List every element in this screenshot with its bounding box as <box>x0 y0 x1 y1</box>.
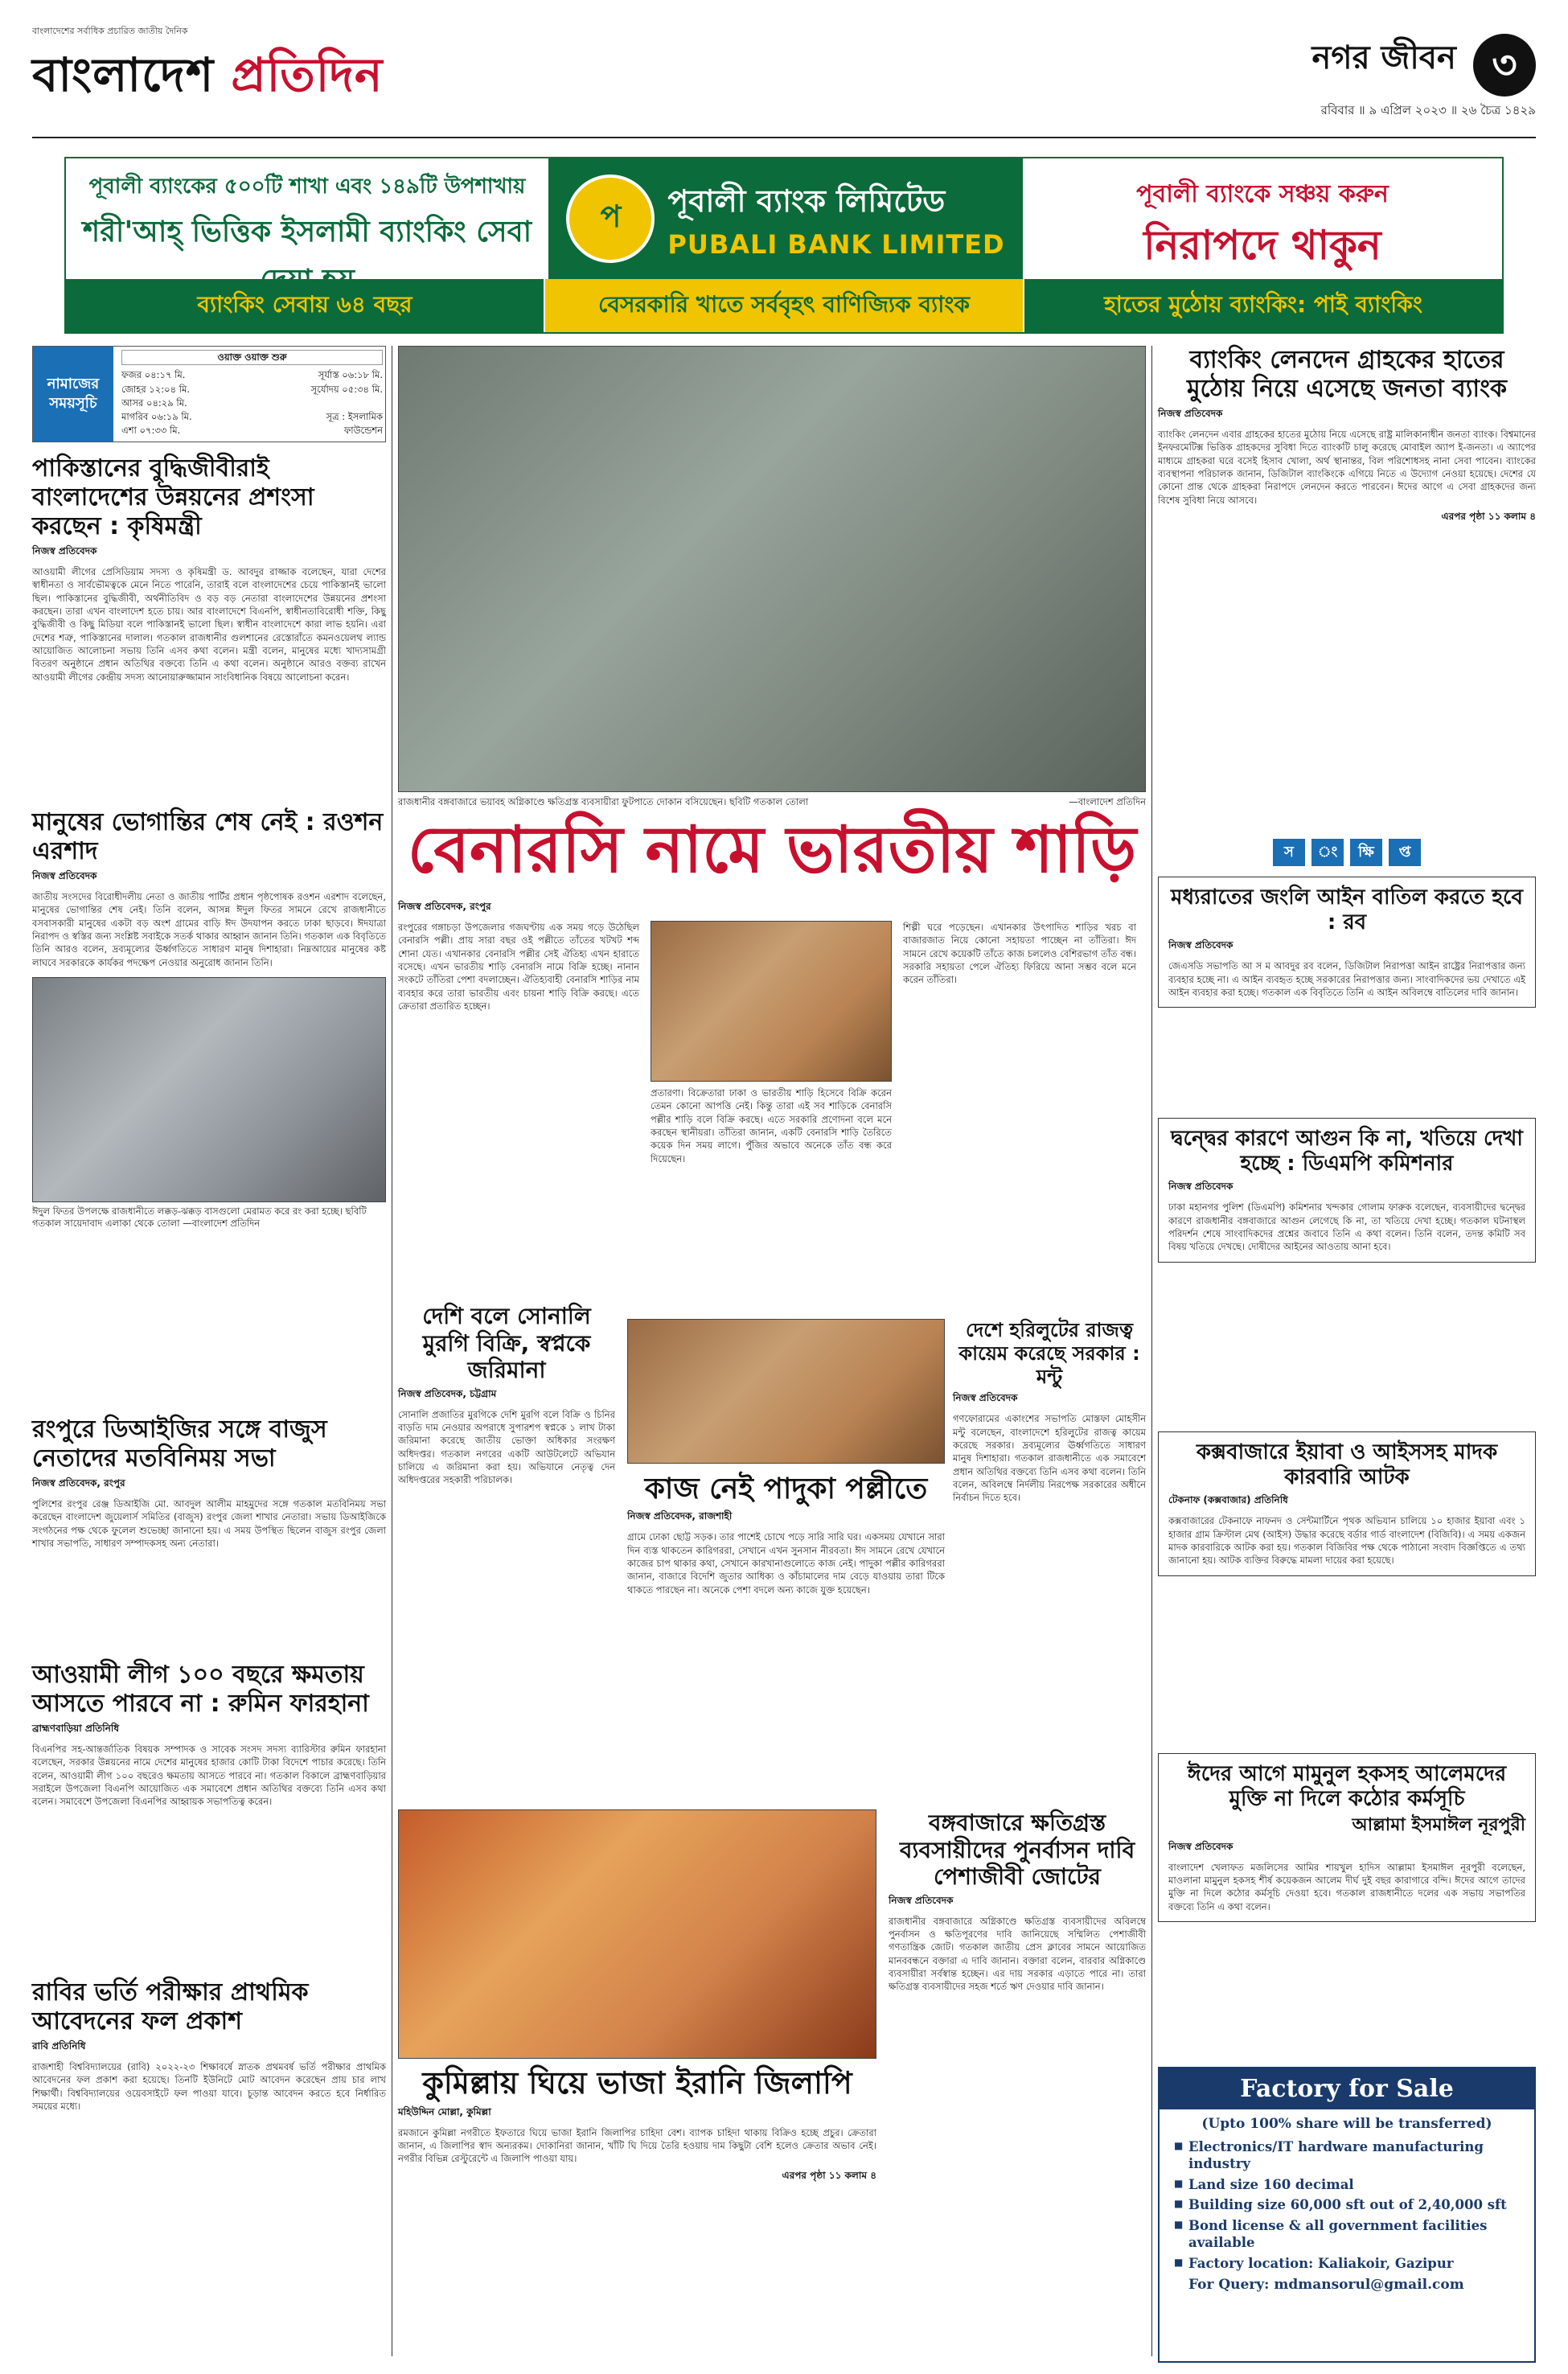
masthead <box>32 16 1536 145</box>
article-center-4[interactable] <box>627 1319 945 1596</box>
contact-email[interactable]: For Query: mdmansorul@gmail.com <box>1188 2277 1464 2294</box>
bank-logo-icon: প <box>566 175 655 263</box>
article-body: রাজধানীর বঙ্গবাজারে অগ্নিকাণ্ডে ক্ষতিগ্রস্ত ব্যবসায়ীদের অবিলম্বে পুনর্বাসন ও ক্ষতিপূরণের দাবি জানিয়েছে সম্মিলিত পেশাজীবী গণতান্ত্রিক জোট। গতকাল জাতীয় প্রেস ক্লাবের সামনে আয়োজিত মানববন্ধনে বক্তারা এ দাবি জানান। বক্তারা বলেন, বারবার অগ্নিকাণ্ডে ব্যবসায়ীরা সর্বস্বান্ত হচ্ছেন। এর দায় সরকার এড়াতে পারে না। তারা ক্ষতিগ্রস্ত ব্যবসায়ীদের সহজ শর্তে ঋণ দেওয়ার দাবি জানান। <box>889 1915 1146 1993</box>
headline: রংপুরে ডিআইজির সঙ্গে বাজুস নেতাদের মতবিনিময় সভা <box>32 1415 327 1472</box>
ad-subtitle: (Upto 100% share will be transferred) <box>1201 2116 1492 2132</box>
article-body: ব্যাংকিং লেনদেন এবার গ্রাহকের হাতের মুঠোয় নিয়ে এসেছে রাষ্ট্র মালিকানাধীন জনতা ব্যাংক। বিশ্বমানের ইনফরমেটিক্স ভিত্তিক গ্রাহকদের সুবিধা দিতে ব্যাংকটি চালু করেছে মোবাইল অ্যাপ ই-জনতা। এ অ্যাপের মাধ্যমে গ্রাহকরা ঘরে বসেই হিসাব খোলা, অর্থ স্থানান্তর, বিল পরিশোধসহ নানা সেবা পাবেন। ব্যাংকের ব্যবস্থাপনা পরিচালক জানান, ডিজিটাল ব্যাংকিংকে এগিয়ে নিতে এ উদ্যোগ নেওয়া হয়েছে। দেশের যে কোনো প্রান্ত থেকে গ্রাহকরা নিরাপদে লেনদেন করতে পারবেন। ঈদের আগে এ সেবা গ্রাহকদের জন্য বিশেষ সুবিধা নিয়ে আসবে। <box>1158 429 1536 506</box>
article-center-2[interactable] <box>398 1303 615 1487</box>
article-body: আওয়ামী লীগের প্রেসিডিয়াম সদস্য ও কৃষিমন্ত্রী ড. আবদুর রাজ্জাক বলেছেন, যারা দেশের স্বাধীনতা ও সার্বভৌমত্বকে মেনে নিতে পারেনি, তারাই বলে বাংলাদেশের চেয়ে পাকিস্তানই ভালো ছিল। পাকিস্তানের বুদ্ধিজীবী, অর্থনীতিবিদ ও বড় বড় নেতারা বাংলাদেশের উন্নয়নের প্রশংসা করছেন। তারা এখন বাংলাদেশ হতে চায়। আর বাংলাদেশে বিএনপি, স্বাধীনতাবিরোধী শক্তি, কিছু বুদ্ধিজীবী ও কিছু মিডিয়া বলে পাকিস্তানই ভালো ছিল। স্বাধীন বাংলাদেশে কারা লাভ হয়নি। এরা দেশের শত্রু, পাকিস্তানের দালাল। গতকাল রাজধানীর গুলশানের রেস্তোরাঁতে কমনওয়েলথ ল্যান্ড আয়োজিত আলোচনা সভায় তিনি এসব কথা বলেন। মন্ত্রী বলেন, মানুষের মধ্যে খাদ্যসামগ্রী বিতরণ অনুষ্ঠানে প্রধান অতিথির বক্তব্যে তিনি এ কথা বলেন। অনুষ্ঠানে আরও বক্তব্য রাখেন আওয়ামী লীগের কেন্দ্রীয় সদস্য আনোয়ারুজ্জামান সাংবিধানিক বিষয়ে আলোচনা করেন। <box>32 566 386 683</box>
tagline: বাংলাদেশের সর্বাধিক প্রচারিত জাতীয় দৈনিক <box>32 26 188 36</box>
byline: নিজস্ব প্রতিবেদক <box>1168 1840 1233 1852</box>
byline: নিজস্ব প্রতিবেদক, রাজশাহী <box>627 1510 733 1522</box>
article-left-3[interactable] <box>32 1415 386 1550</box>
headline: আওয়ামী লীগ ১০০ বছরে ক্ষমতায় আসতে পারবে না : রুমিন ফারহানা <box>32 1661 369 1718</box>
factory-for-sale-ad[interactable] <box>1158 2067 1536 2363</box>
article-left-5[interactable] <box>32 1978 386 2113</box>
article-body: জাতীয় সংসদের বিরোধীদলীয় নেতা ও জাতীয় পার্টির প্রধান পৃষ্ঠপোষক রওশন এরশাদ বলেছেন, মানুষের ভোগান্তির শেষ নেই। তিনি বলেন, আসন্ন ঈদুল ফিতর সামনে রেখে রাজধানীতে বসবাসকারী মানুষের একটা বড় অংশ গ্রামের বাড়ি ঈদ উদযাপন করতে ঢাকা ছাড়বে। ঈদযাত্রা নিরাপদ ও স্বস্তির জন্য সংশ্লিষ্ট সবাইকে সতর্ক থাকার আহ্বান জানান তিনি। গতকাল এক বিবৃতিতে তিনি আরও বলেন, দ্রব্যমূল্যের ঊর্ধ্বগতিতে সাধারণ মানুষ দিশাহারা। নিম্নআয়ের মানুষের কষ্ট লাঘবে সরকারকে কার্যকর পদক্ষেপ নেওয়ার অনুরোধ জানান তিনি। <box>32 891 387 968</box>
ad-feature-list <box>1160 2138 1534 2272</box>
byline: নিজস্ব প্রতিবেদক <box>889 1894 954 1906</box>
bus-repair-photo <box>32 977 386 1202</box>
article-right-2[interactable] <box>1158 877 1536 1008</box>
headline: পাকিস্তানের বুদ্ধিজীবীরাই বাংলাদেশের উন্নয়নের প্রশংসা করছেন : কৃষিমন্ত্রী <box>32 454 314 540</box>
prayer-row: জোহর ১২:০৪ মি. সূর্যোদয় ০৫:৩৪ মি. <box>121 383 383 395</box>
ad-title: Factory for Sale <box>1160 2068 1534 2109</box>
byline: নিজস্ব প্রতিবেদক <box>32 545 97 557</box>
headline: মানুষের ভোগান্তির শেষ নেই : রওশন এরশাদ <box>32 808 384 865</box>
jilapi-photo <box>398 1809 876 2059</box>
byline: টেকনাফ (কক্সবাজার) প্রতিনিধি <box>1168 1494 1288 1506</box>
byline: নিজস্ব প্রতিবেদক <box>1158 408 1223 419</box>
prayer-row: আসর ০৪:২৯ মি. <box>121 396 187 409</box>
byline: নিজস্ব প্রতিবেদক <box>953 1392 1018 1404</box>
byline: নিজস্ব প্রতিবেদক, চট্টগ্রাম <box>398 1387 497 1399</box>
page-number: ৩ <box>1473 34 1536 97</box>
list-item: ■ Bond license & all government facilities available <box>1174 2217 1520 2252</box>
byline: নিজস্ব প্রতিবেদক <box>1168 1181 1233 1193</box>
byline: রাবি প্রতিনিধি <box>32 2040 86 2052</box>
byline: নিজস্ব প্রতিবেদক <box>32 870 97 881</box>
article-body: ঢাকা মহানগর পুলিশ (ডিএমপি) কমিশনার খন্দকার গোলাম ফারুক বলেছেন, ব্যবসায়ীদের দ্বন্দ্বের কারণে রাজধানীর বঙ্গবাজারে আগুন লেগেছে কি না, তা খতিয়ে দেখা হচ্ছে। গতকাল ঘটনাস্থল পরিদর্শন শেষে সাংবাদিকদের প্রশ্নের জবাবে তিনি এ কথা বলেন। তিনি বলেন, তদন্ত কমিটি সব বিষয় খতিয়ে দেখছে। দোষীদের আইনের আওতায় আনা হবে। <box>1168 1201 1525 1253</box>
article-center-6[interactable] <box>889 1809 1146 1994</box>
list-item: ■ Electronics/IT hardware manufacturing industry <box>1174 2138 1520 2173</box>
headline: ঈদের আগে মামুনুল হকসহ আলেমদের মুক্তি না দিলে কঠোর কর্মসূচি <box>1187 1762 1507 1812</box>
article-body: রাজশাহী বিশ্ববিদ্যালয়ের (রাবি) ২০২২-২৩ শিক্ষাবর্ষে স্নাতক প্রথমবর্ষ ভর্তি পরীক্ষার প্রাথমিক আবেদনের ফল প্রকাশ করা হয়েছে। তিনটি ইউনিটে মোট আবেদন করেছেন প্রায় চার লাখ শিক্ষার্থী। বিশ্ববিদ্যালয়ের ওয়েবসাইটে ফল পাওয়া যাবে। চূড়ান্ত আবেদন করতে হবে নির্ধারিত সময়ের মধ্যে। <box>32 2061 386 2112</box>
photo-caption: ঈদুল ফিতর উপলক্ষে রাজধানীতে লক্কড়-ঝক্কড় বাসগুলো মেরামত করে রং করা হচ্ছে। ছবিটি গতকাল সায়েদাবাদ এলাকা থেকে তোলা —বাংলাদেশ প্রতিদিন <box>32 1205 367 1230</box>
prayer-row: ফজর ০৪:১৭ মি. সূর্যাস্ত ০৬:১৮ মি. <box>121 369 383 381</box>
headline: দ্বন্দ্বের কারণে আগুন কি না, খতিয়ে দেখা হচ্ছে : ডিএমপি কমিশনার <box>1171 1127 1523 1177</box>
byline: মহিউদ্দিন মোল্লা, কুমিল্লা <box>398 2105 491 2117</box>
article-left-2[interactable] <box>32 808 386 1230</box>
article-body: বিএনপির সহ-আন্তর্জাতিক বিষয়ক সম্পাদক ও সাবেক সংসদ সদস্য ব্যারিস্টার রুমিন ফারহানা বলেছেন, সরকার উন্নয়নের নামে দেশের মানুষের হাজার কোটি টাকা বিদেশে পাচার করেছে। তিনি বলেন, আওয়ামী লীগ ১০০ বছরেও ক্ষমতায় আসতে পারবে না। গতকাল বিকালে ব্রাহ্মণবাড়িয়ার সরাইলে উপজেলা বিএনপি আয়োজিত এক সমাবেশে প্রধান অতিথির বক্তব্যে তিনি এসব কথা বলেন। সমাবেশে উপজেলা বিএনপির আহ্বায়ক সভাপতিত্ব করেন। <box>32 1744 386 1808</box>
headline: কক্সবাজারে ইয়াবা ও আইসসহ মাদক কারবারি আটক <box>1196 1440 1498 1490</box>
headline: বঙ্গবাজারে ক্ষতিগ্রস্ত ব্যবসায়ীদের পুনর্বাসন দাবি পেশাজীবী জোটের <box>899 1809 1135 1891</box>
banner-letter: প্ত <box>1389 839 1421 866</box>
ad-left-panel: পূবালী ব্যাংকের ৫০০টি শাখা এবং ১৪৯টি উপশাখায় শরী'আহ্ ভিত্তিক ইসলামী ব্যাংকিং সেবা দেয়া হয় <box>82 175 532 297</box>
list-item: ■ Building size 60,000 sft out of 2,40,000 sft <box>1174 2196 1520 2213</box>
prayer-times-box <box>32 346 386 442</box>
article-body: শিল্পী ঘরে পড়েছেন। এখানকার উৎপাদিত শাড়ির খরচ বা বাজারজাত নিয়ে কোনো সহায়তা পাচ্ছেন না তাঁতিরা। ঈদ সামনে রেখে কয়েকটি তাঁতে কাজ চললেও বেশিরভাগ তাঁত বন্ধ। সরকারি সহায়তা পেলে ঐতিহ্য ফিরিয়ে আনা সম্ভব বলে মনে করেন তাঁতিরা। <box>903 922 1136 986</box>
sub-headline: আল্লামা ইসমাঈল নূরপুরী <box>1352 1815 1525 1836</box>
prayer-label: নামাজের সময়সূচি <box>33 347 113 442</box>
article-right-4[interactable] <box>1158 1431 1536 1576</box>
newspaper-name: বাংলাদেশ প্রতিদিন <box>32 47 384 102</box>
headline: দেশি বলে সোনালি মুরগি বিক্রি, স্বপ্নকে জরিমানা <box>422 1303 591 1384</box>
lead-article[interactable] <box>398 897 1146 1291</box>
headline: কুমিল্লায় ঘিয়ে ভাজা ইরানি জিলাপি <box>422 2065 852 2101</box>
main-photo-credit: —বাংলাদেশ প্রতিদিন <box>1069 796 1146 807</box>
headline: কাজ নেই পাদুকা পল্লীতে <box>644 1472 928 1505</box>
article-right-3[interactable] <box>1158 1118 1536 1263</box>
footwear-workshop-photo <box>627 1319 945 1464</box>
byline: নিজস্ব প্রতিবেদক <box>1168 939 1233 951</box>
headline: রাবির ভর্তি পরীক্ষার প্রাথমিক আবেদনের ফল প্রকাশ <box>32 1978 309 2035</box>
lead-headline[interactable]: বেনারসি নামে ভারতীয় শাড়ি <box>407 812 1137 887</box>
prayer-header: ওয়াক্ত ওয়াক্ত শুরু <box>121 350 383 365</box>
list-item: ■ Factory location: Kaliakoir, Gazipur <box>1174 2255 1520 2272</box>
article-body: কক্সবাজারের টেকনাফে নাফনদ ও সেন্টমার্টিনে পৃথক অভিযান চালিয়ে ১০ হাজার ইয়াবা এবং ১ হাজার গ্রাম ক্রিস্টাল মেথ (আইস) উদ্ধার করেছে বর্ডার গার্ড বাংলাদেশ (বিজিবি)। এ সময় একজন মাদক কারবারিকে আটক করা হয়। গতকাল বিজিবির পক্ষ থেকে পাঠানো সংবাদ বিজ্ঞপ্তিতে এ তথ্য জানানো হয়। আটক ব্যক্তির বিরুদ্ধে মামলা দায়ের করা হয়েছে। <box>1168 1515 1525 1567</box>
banner-letter: স <box>1273 839 1305 866</box>
main-photo-caption: রাজধানীর বঙ্গবাজারে ভয়াবহ অগ্নিকাণ্ডে ক্ষতিগ্রস্ত ব্যবসায়ীরা ফুটপাতে দোকান বসিয়েছেন। ছবিটি গতকাল তোলা <box>398 796 809 807</box>
page-header <box>1312 32 1536 121</box>
sangkhipta-banner <box>1158 839 1536 868</box>
ad-bottom-strip: ব্যাংকিং সেবায় ৬৪ বছর বেসরকারি খাতে সর্ববৃহৎ বাণিজ্যিক ব্যাংক হাতের মুঠোয় ব্যাংকিং: পাই ব্যাংকিং <box>66 279 1502 332</box>
banner-letter: ক্ষি <box>1350 839 1382 866</box>
article-body: প্রতারণা। বিক্রেতারা ঢাকা ও ভারতীয় শাড়ি হিসেবে বিক্রি করেন তেমন কোনো আপত্তি নেই। কিন্তু তারা এই সব শাড়িকে বেনারসি পল্লীর শাড়ি বলে বিক্রি করছে। এতে সরকারি প্রণোদনা বলে মনে করছেন স্থানীয়রা। তাঁতিরা জানান, একটি বেনারসি শাড়ি তৈরিতে কয়েক দিন সময় লাগে। পুঁজির অভাবে অনেকে তাঁত বন্ধ করে দিয়েছেন। <box>651 1087 892 1164</box>
handloom-photo <box>651 921 892 1082</box>
article-body: সোনালি প্রজাতির মুরগিকে দেশি মুরগি বলে বিক্রি ও চিনির বাড়তি দাম নেওয়ার অপরাধে সুপারশপ স্বপ্নকে ১ লাখ টাকা জরিমানা করেছে জাতীয় ভোক্তা অধিকার সংরক্ষণ অধিদপ্তর। গতকাল নগরের একটি আউটলেটে অভিযান চালিয়ে এ জরিমানা করা হয়। অভিযানে নেতৃত্ব দেন অধিদপ্তরের সহকারী পরিচালক। <box>398 1408 615 1486</box>
article-body: গ্রামে ঢোকা ছোট্ট সড়ক। তার পাশেই চোখে পড়ে সারি সারি ঘর। একসময় যেখানে সারা দিন ব্যস্ত থাকতেন কারিগররা, সেখানে এখন সুনসান নীরবতা। ঈদ সামনে রেখে যেখানে কাজের চাপ থাকার কথা, সেখানে কারখানাগুলোতে কাজ নেই। পাদুকা পল্লীর কারিগররা জানান, বাজারে বিদেশি জুতার আধিক্য ও কাঁচামালের দাম বেড়ে যাওয়ায় তারা টিকে থাকতে পারছেন না। অনেকে পেশা বদলে অন্য কাজে যুক্ত হয়েছেন। <box>627 1531 945 1596</box>
prayer-row: এশা ০৭:৩৩ মি. ফাউন্ডেশন <box>121 425 383 437</box>
article-right-1[interactable] <box>1158 346 1536 531</box>
continued-note: এরপর পৃষ্ঠা ১১ কলাম ৪ <box>782 2169 876 2181</box>
prayer-row: মাগরিব ০৬:১৯ মি. সূত্র : ইসলামিক <box>121 411 383 422</box>
ad-bank-brand: প পূবালী ব্যাংক লিমিটেড PUBALI BANK LIMITED <box>548 158 1023 279</box>
bangabazar-main-photo <box>398 346 1146 792</box>
headline: মধ্যরাতের জংলি আইন বাতিল করতে হবে : রব <box>1171 885 1523 935</box>
banner-letter: ং <box>1311 839 1344 866</box>
continued-note: এরপর পৃষ্ঠা ১১ কলাম ৪ <box>1441 510 1536 522</box>
article-body: পুলিশের রংপুর রেঞ্জ ডিআইজি মো. আবদুল আলীম মাহমুদের সঙ্গে গতকাল মতবিনিময় সভা করেছেন বাংলাদেশ জুয়েলার্স সমিতির (বাজুস) রংপুর জেলা শাখার নেতারা। সভায় ডিআইজিকে সংগঠনের পক্ষ থেকে ফুলেল শুভেচ্ছা জানানো হয়। এ সময় উপস্থিত ছিলেন বাজুস রংপুর জেলা শাখার সভাপতি, সাধারণ সম্পাদকসহ অন্য নেতারা। <box>32 1498 386 1549</box>
section-name: নগর জীবন <box>1311 39 1456 76</box>
byline: ব্রাহ্মণবাড়িয়া প্রতিনিধি <box>32 1723 120 1734</box>
article-body: রংপুরের গঙ্গাচড়া উপজেলার গজঘণ্টায় এক সময় গড়ে উঠেছিল বেনারসি পল্লী। প্রায় সারা বছর ওই পল্লীতে তাঁতের খটখট শব্দ শোনা যেত। এখানকার বেনারসি পল্লীর সেই ঐতিহ্য এখন হারাতে বসেছে। এখন ভারতীয় শাড়ি বেনারসি নামে বিক্রি হচ্ছে। নানান সংকটে তাঁতিরা পেশা বদলাচ্ছেন। ঐতিহ্যবাহী বেনারসি শাড়ির নাম ব্যবহার করে তারা ভারতীয় এবং চায়না শাড়ি বিক্রি করছে। এতে ক্রেতারা প্রতারিত হচ্ছেন। <box>398 922 639 1012</box>
article-left-1[interactable] <box>32 454 386 684</box>
article-body: রমজানে কুমিল্লা নগরীতে ইফতারে ঘিয়ে ভাজা ইরানি জিলাপির চাহিদা বেশ। ব্যাপক চাহিদা থাকায় বিক্রিও হচ্ছে প্রচুর। ক্রেতারা জানান, এ জিলাপির স্বাদ অন্যরকম। দোকানিরা জানান, খাঁটি ঘি দিয়ে তৈরি হওয়ায় দাম কিছুটা বেশি হলেও ক্রেতার অভাব নেই। নগরীর বিভিন্ন রেস্টুরেন্টে এ জিলাপি পাওয়া যায়। <box>398 2126 876 2165</box>
ad-right-panel: পূবালী ব্যাংকে সঞ্চয় করুন নিরাপদে থাকুন <box>1136 180 1389 269</box>
logo[interactable] <box>32 24 383 117</box>
list-item: ■ Land size 160 decimal <box>1174 2176 1520 2193</box>
masthead-rule <box>32 137 1536 138</box>
article-center-5[interactable] <box>398 1809 876 2190</box>
column-rule <box>1151 346 1152 2356</box>
headline: ব্যাংকিং লেনদেন গ্রাহকের হাতের মুঠোয় নিয়ে এসেছে জনতা ব্যাংক <box>1187 346 1507 403</box>
article-body: গণফোরামের একাংশের সভাপতি মোস্তফা মোহসীন মন্টু বলেছেন, বাংলাদেশে হরিলুটের রাজত্ব কায়েম করেছে সরকার। দ্রব্যমূল্যের ঊর্ধ্বগতিতে সাধারণ মানুষ দিশাহারা। গতকাল রাজধানীতে এক সমাবেশে প্রধান অতিথির বক্তব্যে তিনি এসব কথা বলেন। তিনি বলেন, অবিলম্বে নির্দলীয় নিরপেক্ষ সরকারের অধীনে নির্বাচন দিতে হবে। <box>953 1413 1146 1504</box>
article-right-5[interactable] <box>1158 1753 1536 1922</box>
article-body: জেএসডি সভাপতি আ স ম আবদুর রব বলেন, ডিজিটাল নিরাপত্তা আইন রাষ্ট্রের নিরাপত্তার জন্য ব্যবহার হচ্ছে না। এ আইন ব্যবহৃত হচ্ছে সরকারের নিরাপত্তার জন্য। সাংবাদিকদের ভয় দেখাতে এই আইন ব্যবহার করা হচ্ছে। গতকাল এক বিবৃতিতে তিনি এ আইন অবিলম্বে বাতিলের দাবি জানান। <box>1168 960 1525 999</box>
article-left-4[interactable] <box>32 1661 386 1809</box>
date-line: রবিবার ॥ ৯ এপ্রিল ২০২৩ ॥ ২৬ চৈত্র ১৪২৯ <box>1320 102 1536 117</box>
pubali-bank-ad[interactable] <box>64 157 1504 334</box>
headline: দেশে হরিলুটের রাজত্ব কায়েম করেছে সরকার : মন্টু <box>958 1319 1140 1388</box>
article-center-3[interactable] <box>953 1319 1146 1505</box>
byline: নিজস্ব প্রতিবেদক, রংপুর <box>398 901 491 912</box>
byline: নিজস্ব প্রতিবেদক, রংপুর <box>32 1477 125 1489</box>
article-body: বাংলাদেশ খেলাফত মজলিসের আমির শায়খুল হাদিস আল্লামা ইসমাঈল নূরপুরী বলেছেন, মাওলানা মামুনুল হকসহ শীর্ষ কয়েকজন আলেম দীর্ঘ দুই বছর কারাগারে বন্দি। ঈদের আগে তাদের মুক্তি না দিলে কঠোর কর্মসূচি দেওয়া হবে। গতকাল রাজধানীতে দলের এক সভায় সভাপতির বক্তব্যে তিনি এ কথা বলেন। <box>1168 1861 1525 1912</box>
